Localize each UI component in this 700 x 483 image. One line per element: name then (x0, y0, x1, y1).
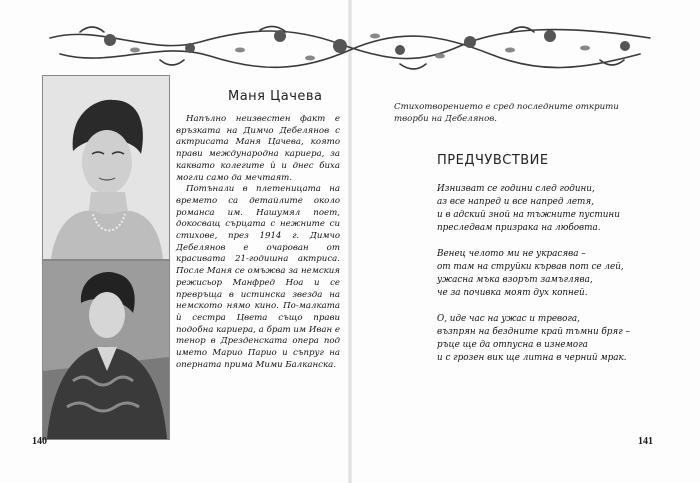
poem-line: Изнизват се години след години, (437, 184, 595, 194)
poem-body (437, 183, 677, 378)
poem-line: че за почивка моят дух копней. (437, 288, 588, 298)
biography-text (176, 114, 340, 371)
poem-line: ръце ще да отпусна в изнемога (437, 340, 588, 350)
author-name-heading: Маня Цачева (228, 89, 323, 104)
poem-note: Стихотворението е сред последните открити творби на Дебелянов. (394, 102, 619, 124)
portrait-photo-top (42, 75, 170, 260)
poem-line: от там на струйки кървав пот се лей, (437, 262, 624, 272)
portrait-photo-bottom (42, 260, 170, 440)
poem-line: ужасна мъка взорът замъглява, (437, 275, 593, 285)
page-number-left: 140 (32, 436, 47, 447)
poem-line: и с грозен вик ще литна в черний мрак. (437, 353, 627, 363)
poem-stanza (437, 313, 677, 365)
rose-vine-ornament-icon (40, 20, 660, 80)
poem-stanza (437, 248, 677, 300)
poem-line: аз все напред и все напред летя, (437, 197, 594, 207)
poem-line: преследвам призрака на любовта. (437, 223, 601, 233)
poem-stanza (437, 183, 677, 235)
poem-line: Венец челото ми не украсява – (437, 249, 586, 259)
bio-paragraph: Потънали в плетеницата на времето са детайлите около романса им. Нашумял поет, докосващ сърцата с нежните си стихове, през 1914 г. Димчо Дебелянов е очарован от красивата 21-годишна актриса. После Маня се омъжва за немския режисьор Манфред Ноа и се превръща в истинска звезда на немското нямо кино. По-малката ѝ сестра Цвета също прави подобна кариера, а брат им Иван е тенор в Дрезденската опера под името Марио Парио и съпруг на оперната прима Мими Балканска. (176, 184, 340, 370)
poem-line: възпрян на бездните край тъмни бряг – (437, 327, 630, 337)
poem-title: ПРЕДЧУВСТВИЕ (437, 153, 549, 168)
poem-line: О, иде час на ужас и тревога, (437, 314, 580, 324)
poem-line: и в адский зной на тъжните пустини (437, 210, 620, 220)
page-number-right: 141 (638, 436, 653, 447)
bio-paragraph: Напълно неизвестен факт е връзката на Димчо Дебелянов с актрисата Маня Цачева, която прави международна кариера, за каквато колегите ѝ и днес биха могли само да мечтаят. (176, 114, 340, 183)
